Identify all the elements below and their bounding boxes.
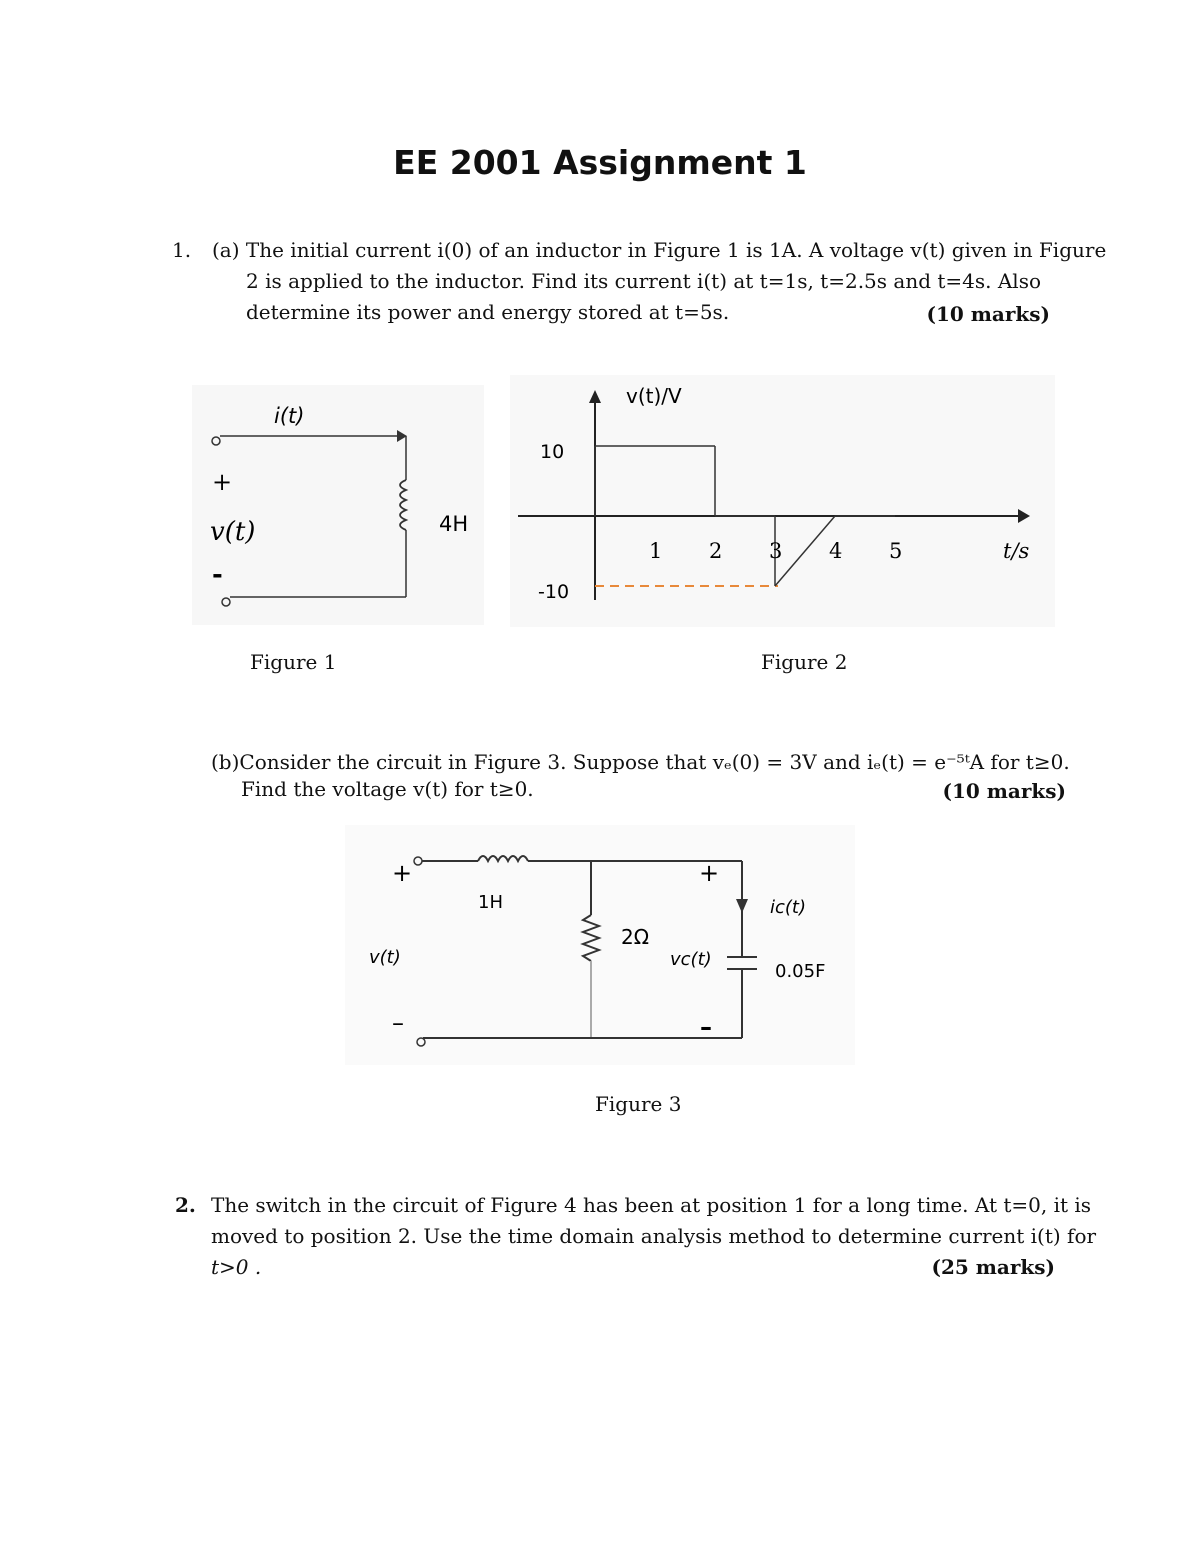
figure1-caption: Figure 1 xyxy=(250,650,337,674)
q1b-line1: (b)Consider the circuit in Figure 3. Suppose that vₑ(0) = 3V and iₑ(t) = e⁻⁵ᵗA for t≥0. xyxy=(211,750,1070,774)
q2-line1: The switch in the circuit of Figure 4 has been at position 1 for a long time. At t=0, it is xyxy=(211,1193,1092,1217)
v-label: v(t) xyxy=(369,947,401,968)
vc-label: vc(t) xyxy=(670,949,712,970)
x-tick-label: 2 xyxy=(709,539,723,563)
q1b-marks: (10 marks) xyxy=(942,779,1066,803)
figure3-caption: Figure 3 xyxy=(595,1092,682,1116)
inductor-value: 4H xyxy=(439,512,469,536)
figure2-caption: Figure 2 xyxy=(761,650,848,674)
voltage-label: v(t) xyxy=(210,517,256,547)
y-axis-label: v(t)/V xyxy=(626,384,682,408)
q1b-line2: Find the voltage v(t) for t≥0. xyxy=(241,777,534,801)
x-tick-label: 4 xyxy=(829,539,843,563)
x-tick-label: 3 xyxy=(769,539,783,563)
q1a-line1: (a) The initial current i(0) of an inductor in Figure 1 is 1A. A voltage v(t) given in Figure xyxy=(212,238,1107,262)
x-tick-label: 1 xyxy=(649,539,663,563)
resistor-value: 2Ω xyxy=(621,925,650,949)
minus-sign: - xyxy=(212,560,223,590)
figure2-voltage-chart xyxy=(510,375,1055,627)
y-tick-label: 10 xyxy=(540,441,565,463)
q2-line3: t>0 . xyxy=(211,1255,262,1279)
current-label: i(t) xyxy=(274,404,305,428)
figure3-rlc-circuit xyxy=(345,825,855,1065)
plus-sign: + xyxy=(212,468,233,496)
cap-value: 0.05F xyxy=(775,961,826,982)
plus-cap: + xyxy=(699,859,720,887)
inductor-value: 1H xyxy=(478,892,503,913)
minus-left: – xyxy=(392,1009,404,1037)
q2-number: 2. xyxy=(175,1193,196,1217)
x-tick-label: 5 xyxy=(889,539,903,563)
q1a-line3: determine its power and energy stored at t=5s. xyxy=(246,300,730,324)
minus-cap: – xyxy=(700,1013,712,1041)
plus-left: + xyxy=(392,859,413,887)
page-title: EE 2001 Assignment 1 xyxy=(393,143,807,182)
y-tick-label: -10 xyxy=(538,581,570,603)
ic-label: ic(t) xyxy=(770,897,806,918)
x-axis-label: t/s xyxy=(1003,539,1030,563)
q2-marks: (25 marks) xyxy=(931,1255,1055,1279)
q1a-line2: 2 is applied to the inductor. Find its current i(t) at t=1s, t=2.5s and t=4s. Also xyxy=(246,269,1042,293)
q1-number: 1. xyxy=(172,238,192,262)
q2-line2: moved to position 2. Use the time domain analysis method to determine current i(t) for xyxy=(211,1224,1097,1248)
figure1-inductor-circuit xyxy=(192,385,484,625)
q1a-marks: (10 marks) xyxy=(926,302,1050,326)
